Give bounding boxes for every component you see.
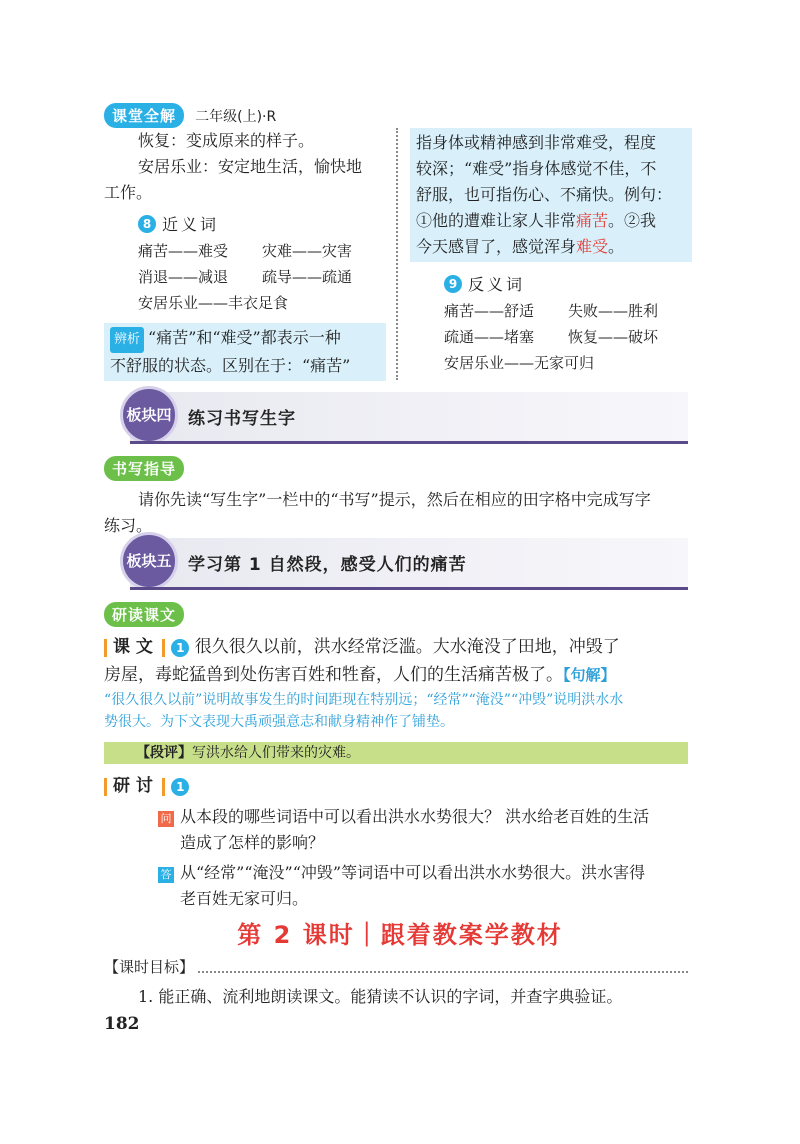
antonym-pair: 痛苦——舒适 — [444, 302, 535, 320]
study-section — [104, 602, 688, 733]
text-line-2 — [104, 661, 688, 689]
antonyms-number: 9 — [444, 275, 462, 293]
analysis-line: 指身体或精神感到非常难受，程度 — [416, 133, 657, 152]
goals-label: 【课时目标】 — [104, 958, 195, 976]
highlight-word: 痛苦 — [576, 211, 609, 230]
label-bar — [104, 778, 107, 796]
antonyms-heading — [444, 272, 692, 295]
sentence-note: 势很大。为下文表现大禹顽强意志和献身精神作了铺垫。 — [104, 714, 454, 730]
discussion-number: 1 — [171, 778, 189, 796]
analysis-continued — [410, 128, 692, 262]
lesson-title: 第 2 课时｜跟着教案学教材 — [237, 921, 563, 949]
answer-text: 老百姓无家可归。 — [180, 889, 309, 908]
header — [104, 103, 276, 128]
definition-line: 恢复：变成原来的样子。 — [138, 131, 315, 150]
block4-band — [126, 392, 688, 444]
header-subtitle: 二年级(上)·R — [195, 109, 277, 125]
discussion — [104, 772, 688, 912]
guide-label: 书写指导 — [104, 456, 184, 481]
synonym-pair: 消退——减退 — [138, 268, 229, 286]
text-line-1 — [104, 633, 688, 661]
band-underline — [130, 441, 688, 444]
analysis-text: 不舒服的状态。区别在于：“痛苦” — [110, 356, 351, 375]
discussion-heading — [104, 772, 688, 800]
antonym-pair: 失败——胜利 — [568, 302, 659, 320]
antonym-pair: 安居乐业——无家可归 — [444, 354, 595, 372]
label-bar — [104, 639, 107, 657]
synonym-pair: 灾难——灾害 — [262, 242, 353, 260]
guide-text: 请你先读“写生字”一栏中的“书写”提示，然后在相应的田字格中完成写字 — [138, 490, 651, 509]
sentence-note-tag: 【句解】 — [563, 666, 616, 684]
discussion-label: 研 讨 — [113, 776, 153, 796]
right-column — [410, 128, 692, 375]
synonyms-heading — [138, 212, 386, 235]
page-number: 182 — [104, 1014, 140, 1034]
study-label: 研读课文 — [104, 602, 184, 627]
analysis-line: 舒服，也可指伤心、不痛快。例句： — [416, 185, 673, 204]
sentence-note: “很久很久以前”说明故事发生的时间距现在特别远；“经常”“淹没”“冲毁”说明洪水水 — [104, 692, 624, 708]
text-content: 房屋，毒蛇猛兽到处伤害百姓和牲畜，人们的生活痛苦极了。 — [104, 665, 563, 685]
left-column — [104, 128, 386, 381]
antonyms-list — [410, 299, 692, 375]
synonym-pair: 痛苦——难受 — [138, 242, 229, 260]
answer-text: 从“经常”“淹没”“冲毁”等词语中可以看出洪水水势很大。洪水害得 — [180, 863, 646, 882]
synonym-pair: 疏导——疏通 — [262, 268, 353, 286]
synonyms-list — [104, 239, 386, 315]
antonyms-title: 反义词 — [468, 275, 526, 294]
analysis-line: 较深；“难受”指身体感觉不佳，不 — [416, 159, 657, 178]
label-bar — [162, 778, 165, 796]
column-divider — [396, 128, 398, 380]
question-text: 造成了怎样的影响？ — [180, 833, 325, 852]
text-content: 很久很久以前，洪水经常泛滥。大水淹没了田地，冲毁了 — [194, 637, 620, 657]
writing-guide — [104, 456, 688, 539]
example-sentence-2 — [416, 234, 686, 260]
paragraph-number: 1 — [171, 639, 189, 657]
synonym-pair: 安居乐业——丰衣足食 — [138, 294, 289, 312]
definition-line: 工作。 — [104, 183, 153, 202]
question — [104, 804, 688, 856]
example-sentence-1 — [416, 208, 686, 234]
block5-badge: 板块五 — [120, 532, 178, 590]
block4-title: 练习书写生字 — [188, 409, 296, 429]
text: 。②我 — [608, 211, 657, 230]
answer — [104, 860, 688, 912]
text: 。 — [608, 237, 625, 256]
goals-heading — [104, 956, 688, 977]
synonyms-title: 近义词 — [162, 215, 220, 234]
segment-review — [104, 742, 688, 764]
synonyms-number: 8 — [138, 215, 156, 233]
highlight-word: 难受 — [576, 237, 609, 256]
dotted-rule — [198, 961, 688, 973]
antonym-pair: 恢复——破坏 — [568, 328, 659, 346]
text: 今天感冒了，感觉浑身 — [416, 237, 577, 256]
answer-icon: 答 — [158, 867, 174, 883]
question-icon: 问 — [158, 811, 174, 827]
block5-title: 学习第 1 自然段，感受人们的痛苦 — [188, 555, 467, 575]
question-text: 从本段的哪些词语中可以看出洪水水势很大？ 洪水给老百姓的生活 — [180, 807, 650, 826]
label-bar — [162, 639, 165, 657]
block5-band — [126, 538, 688, 590]
band-underline — [130, 587, 688, 590]
text: ①他的遭难让家人非常 — [416, 211, 577, 230]
text-label: 课 文 — [113, 637, 153, 657]
segment-tag: 【段评】 — [136, 745, 192, 761]
guide-text: 练习。 — [104, 516, 153, 535]
antonym-pair: 疏通——堵塞 — [444, 328, 535, 346]
block4-badge: 板块四 — [120, 386, 178, 444]
segment-text: 写洪水给人们带来的灾难。 — [192, 745, 360, 761]
definition-line: 安居乐业：安定地生活，愉快地 — [138, 157, 363, 176]
header-logo: 课堂全解 — [104, 103, 184, 128]
analysis-tag: 辨析 — [110, 327, 144, 353]
goal-item: 1. 能正确、流利地朗读课文。能猜读不认识的字词，并查字典验证。 — [138, 987, 623, 1006]
analysis-box — [104, 323, 386, 381]
analysis-text: “痛苦”和“难受”都表示一种 — [148, 328, 341, 347]
